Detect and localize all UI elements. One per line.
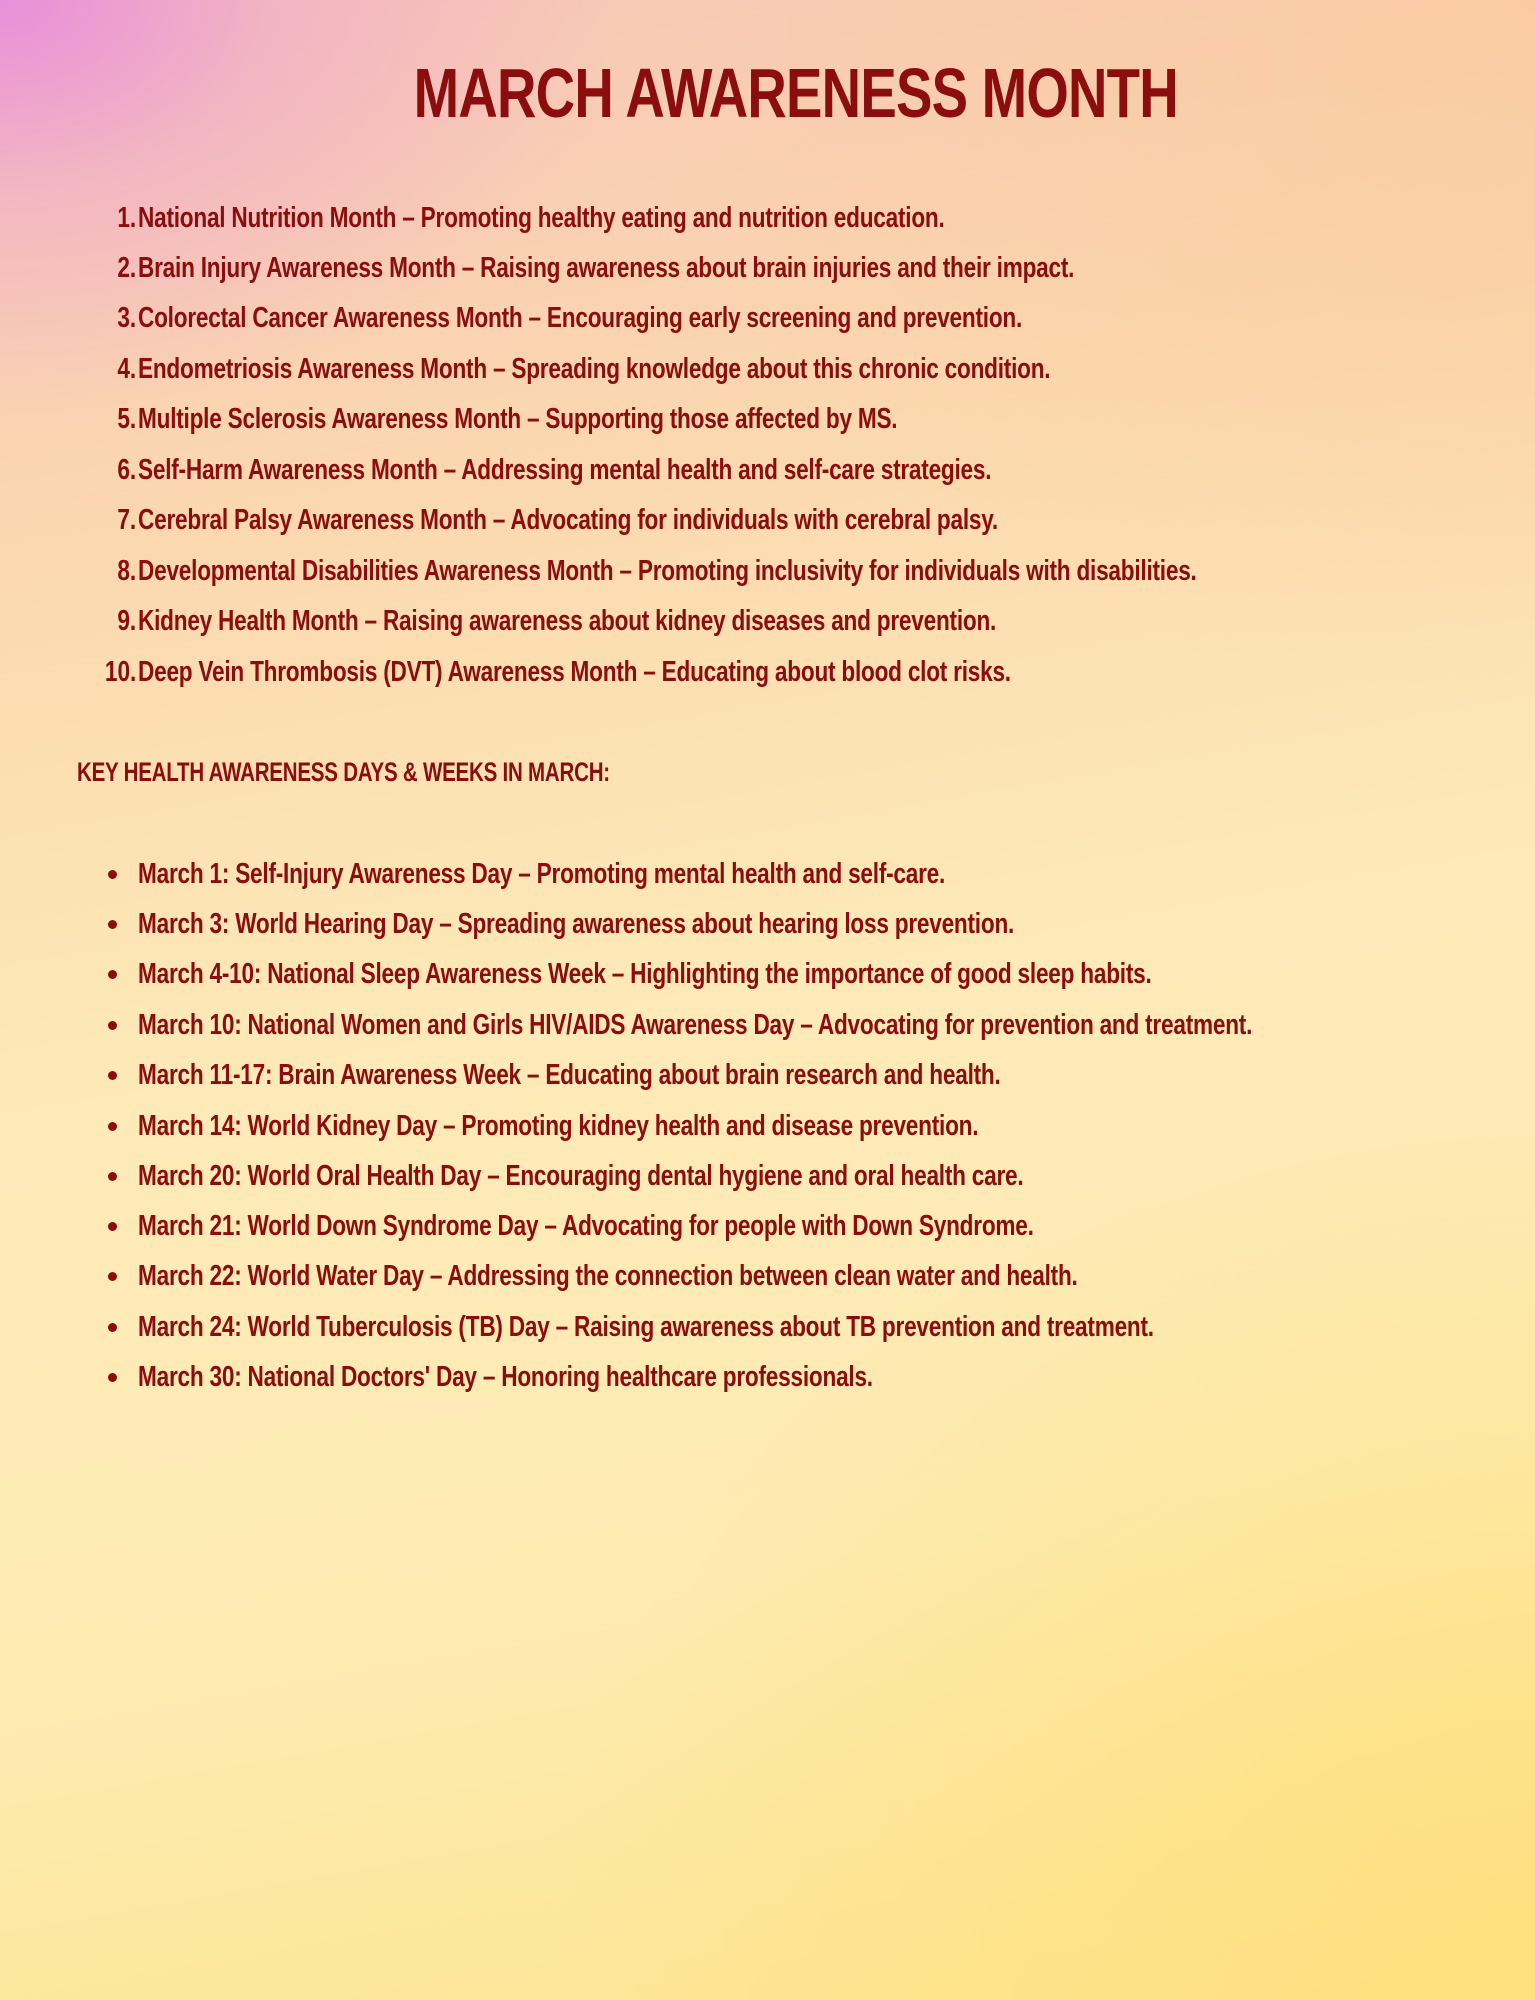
list-item-number: 7. [117, 504, 136, 536]
list-item-text: March 3: World Hearing Day – Spreading awareness about hearing loss prevention. [138, 908, 1015, 940]
bullet-icon [108, 1222, 117, 1231]
list-item-number: 4. [117, 353, 136, 385]
bullet-icon [108, 920, 117, 929]
list-item-number: 1. [117, 202, 136, 234]
list-item-text: Multiple Sclerosis Awareness Month – Supporting those affected by MS. [138, 403, 898, 435]
bullet-icon [108, 1021, 117, 1030]
bullet-icon [108, 1272, 117, 1281]
section-heading: KEY HEALTH AWARENESS DAYS & WEEKS IN MARCH: [77, 757, 610, 787]
bullet-icon [108, 1373, 117, 1382]
list-item-text: March 14: World Kidney Day – Promoting kidney health and disease prevention. [138, 1110, 979, 1142]
list-item-text: March 11-17: Brain Awareness Week – Educating about brain research and health. [138, 1059, 1001, 1091]
list-item-text: Cerebral Palsy Awareness Month – Advocating for individuals with cerebral palsy. [138, 504, 998, 536]
list-item-text: Deep Vein Thrombosis (DVT) Awareness Month – Educating about blood clot risks. [138, 656, 1011, 688]
list-item-text: March 22: World Water Day – Addressing the connection between clean water and health. [138, 1260, 1078, 1292]
list-item-text: March 21: World Down Syndrome Day – Advocating for people with Down Syndrome. [138, 1210, 1034, 1242]
list-item-number: 6. [117, 454, 136, 486]
list-item-text: March 1: Self-Injury Awareness Day – Promoting mental health and self-care. [138, 858, 946, 890]
list-item-text: National Nutrition Month – Promoting healthy eating and nutrition education. [138, 202, 945, 234]
list-item-text: Brain Injury Awareness Month – Raising awareness about brain injuries and their impact. [138, 252, 1075, 284]
list-item-number: 10. [104, 656, 136, 688]
list-item-text: March 4-10: National Sleep Awareness Week – Highlighting the importance of good sleep habits. [138, 958, 1152, 990]
list-item-text: March 24: World Tuberculosis (TB) Day – Raising awareness about TB prevention and treatment. [138, 1311, 1154, 1343]
page-title: MARCH AWARENESS MONTH [413, 54, 1178, 132]
list-item-text: March 20: World Oral Health Day – Encouraging dental hygiene and oral health care. [138, 1160, 1024, 1192]
list-item-text: March 30: National Doctors' Day – Honoring healthcare professionals. [138, 1361, 873, 1393]
list-item-number: 2. [117, 252, 136, 284]
list-item-number: 5. [117, 403, 136, 435]
list-item-text: Developmental Disabilities Awareness Month – Promoting inclusivity for individuals with disabilities. [138, 555, 1197, 587]
bullet-icon [108, 970, 117, 979]
list-item-text: Colorectal Cancer Awareness Month – Encouraging early screening and prevention. [138, 302, 1023, 334]
list-item-text: March 10: National Women and Girls HIV/AIDS Awareness Day – Advocating for prevention and treatment. [138, 1009, 1253, 1041]
bullet-icon [108, 1323, 117, 1332]
list-item-text: Self-Harm Awareness Month – Addressing mental health and self-care strategies. [138, 454, 992, 486]
bullet-icon [108, 870, 117, 879]
list-item-text: Kidney Health Month – Raising awareness about kidney diseases and prevention. [138, 605, 997, 637]
list-item-number: 8. [117, 555, 136, 587]
bullet-icon [108, 1071, 117, 1080]
bullet-icon [108, 1172, 117, 1181]
bullet-icon [108, 1122, 117, 1131]
list-item-number: 3. [117, 302, 136, 334]
list-item-number: 9. [117, 605, 136, 637]
list-item-text: Endometriosis Awareness Month – Spreading knowledge about this chronic condition. [138, 353, 1051, 385]
